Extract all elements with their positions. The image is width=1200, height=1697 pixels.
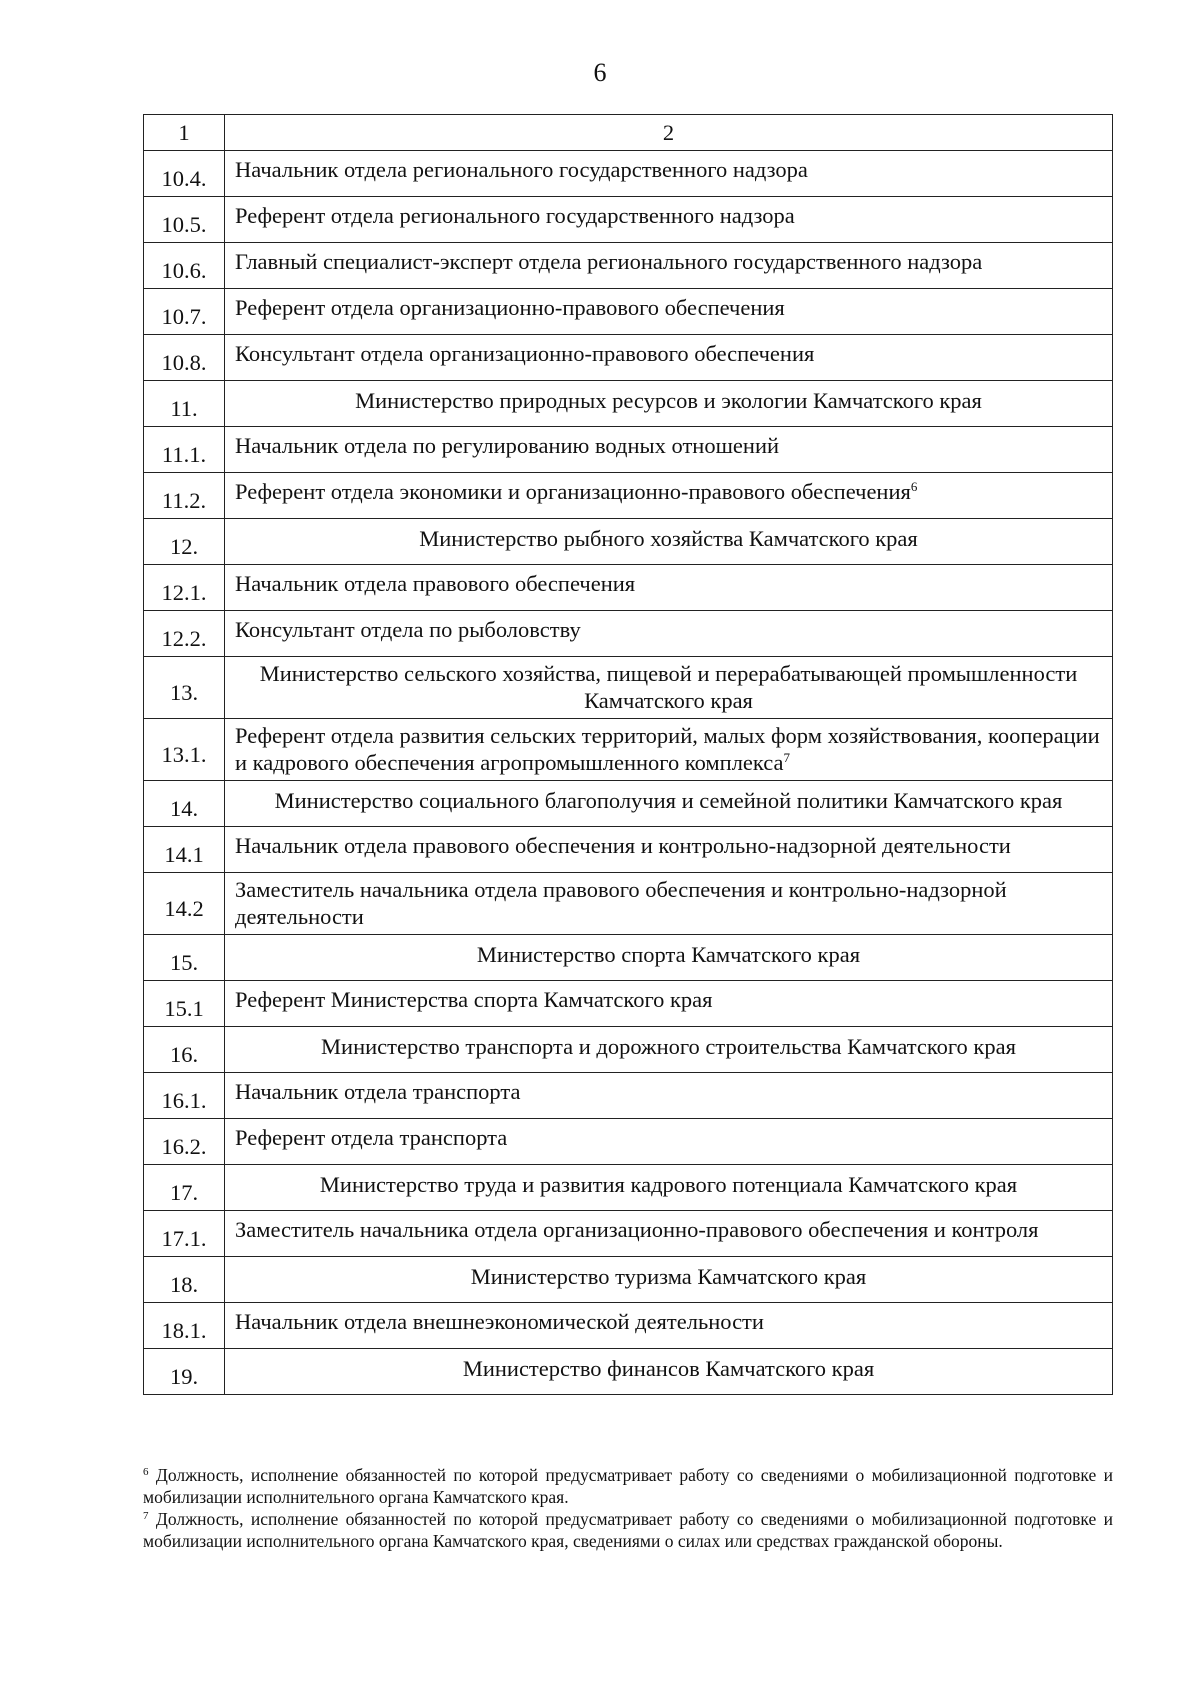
positions-table xyxy=(143,114,1113,1395)
row-number-cell xyxy=(144,427,225,473)
position-title xyxy=(235,571,635,596)
row-number: 11.1. xyxy=(161,442,207,467)
cell-text: Главный специалист-эксперт отдела регионального государственного надзора xyxy=(235,249,983,274)
header-col-number: 1 xyxy=(144,115,225,151)
cell-text: Министерство социального благополучия и семейной политики Камчатского края xyxy=(274,788,1063,813)
row-number-cell xyxy=(144,565,225,611)
table-row xyxy=(144,1303,1113,1349)
table-row xyxy=(144,473,1113,519)
ministry-name-cell xyxy=(225,1257,1113,1303)
cell-text: Министерство туризма Камчатского края xyxy=(470,1264,867,1289)
position-cell xyxy=(225,243,1113,289)
ministry-name-cell xyxy=(225,519,1113,565)
ministry-name-cell xyxy=(225,1165,1113,1211)
ministry-name-cell xyxy=(225,935,1113,981)
row-number: 12.1. xyxy=(161,580,207,605)
row-number: 17. xyxy=(169,1180,199,1205)
position-cell xyxy=(225,1211,1113,1257)
table-row xyxy=(144,289,1113,335)
table-row xyxy=(144,335,1113,381)
row-number-cell xyxy=(144,1349,225,1395)
header-col-position: 2 xyxy=(225,115,1113,151)
cell-text: Министерство рыбного хозяйства Камчатского края xyxy=(419,526,918,551)
cell-text: Референт отдела развития сельских территорий, малых форм хозяйствования, кооперации и кадрового обеспечения агропромышленного комплекса xyxy=(235,722,1100,775)
position-cell xyxy=(225,289,1113,335)
row-number: 16.2. xyxy=(161,1134,207,1159)
table-row xyxy=(144,151,1113,197)
table-row xyxy=(144,197,1113,243)
ministry-name xyxy=(477,942,860,967)
footnote-text: Должность, исполнение обязанностей по которой предусматривает работу со сведениями о мобилизационной подготовке и мобилизации исполнительного органа Камчатского края, сведениями о силах или средствах гражданской обороны. xyxy=(143,1509,1113,1551)
footnotes xyxy=(143,1464,1113,1552)
position-cell xyxy=(225,335,1113,381)
ministry-row xyxy=(144,1027,1113,1073)
cell-text: Референт Министерства спорта Камчатского края xyxy=(235,987,713,1012)
row-number-cell xyxy=(144,611,225,657)
row-number-cell xyxy=(144,335,225,381)
cell-text: Референт отдела транспорта xyxy=(235,1125,508,1150)
table-row xyxy=(144,827,1113,873)
row-number-cell xyxy=(144,1165,225,1211)
row-number: 12. xyxy=(169,534,199,559)
table-row xyxy=(144,1073,1113,1119)
cell-text: Референт отдела регионального государственного надзора xyxy=(235,203,795,228)
ministry-name xyxy=(321,1034,1016,1059)
ministry-row xyxy=(144,781,1113,827)
row-number-cell xyxy=(144,1211,225,1257)
ministry-name-cell xyxy=(225,781,1113,827)
row-number-cell xyxy=(144,873,225,935)
ministry-name xyxy=(471,1264,867,1289)
position-cell xyxy=(225,151,1113,197)
ministry-name xyxy=(260,661,1078,713)
cell-text: Министерство финансов Камчатского края xyxy=(462,1356,875,1381)
ministry-name xyxy=(463,1356,874,1381)
position-title xyxy=(235,203,795,228)
cell-text: Референт отдела организационно-правового обеспечения xyxy=(235,295,785,320)
table-row xyxy=(144,565,1113,611)
cell-text: Министерство транспорта и дорожного строительства Камчатского края xyxy=(321,1034,1016,1059)
table-row xyxy=(144,611,1113,657)
cell-text: Министерство сельского хозяйства, пищевой и перерабатывающей промышленности Камчатского края xyxy=(259,660,1078,713)
row-number: 16.1. xyxy=(161,1088,207,1113)
table-row xyxy=(144,1211,1113,1257)
row-number: 10.4. xyxy=(161,166,207,191)
row-number-cell xyxy=(144,519,225,565)
row-number-cell xyxy=(144,719,225,781)
ministry-row xyxy=(144,1165,1113,1211)
position-title xyxy=(235,157,808,182)
ministry-name-cell xyxy=(225,657,1113,719)
row-number-cell xyxy=(144,381,225,427)
cell-text: Министерство природных ресурсов и экологии Камчатского края xyxy=(355,388,982,413)
row-number: 15.1 xyxy=(164,996,204,1021)
table-row xyxy=(144,873,1113,935)
cell-text: Консультант отдела по рыболовству xyxy=(235,617,581,642)
cell-text: Начальник отдела транспорта xyxy=(235,1079,521,1104)
position-title xyxy=(235,1079,520,1104)
cell-text: Министерство спорта Камчатского края xyxy=(476,942,861,967)
footnote-reference: 6 xyxy=(910,479,918,494)
position-title xyxy=(235,1309,764,1334)
row-number: 16. xyxy=(169,1042,199,1067)
row-number: 17.1. xyxy=(161,1226,207,1251)
row-number: 13.1. xyxy=(161,742,207,767)
table-row xyxy=(144,427,1113,473)
row-number-cell xyxy=(144,981,225,1027)
position-title xyxy=(235,249,982,274)
position-cell xyxy=(225,827,1113,873)
row-number: 11.2. xyxy=(161,488,207,513)
ministry-name xyxy=(275,788,1063,813)
table-header-row xyxy=(144,115,1113,151)
cell-text: Консультант отдела организационно-правового обеспечения xyxy=(235,341,815,366)
position-title xyxy=(235,833,1011,858)
cell-text: Заместитель начальника отдела правового обеспечения и контрольно-надзорной деятельности xyxy=(235,876,1007,929)
row-number: 18.1. xyxy=(161,1318,207,1343)
row-number-cell xyxy=(144,473,225,519)
row-number: 10.7. xyxy=(161,304,207,329)
position-title xyxy=(235,617,581,642)
row-number: 14.2 xyxy=(164,896,204,921)
position-title xyxy=(235,295,785,320)
ministry-name xyxy=(355,388,982,413)
ministry-row xyxy=(144,935,1113,981)
row-number: 13. xyxy=(169,680,199,705)
row-number-cell xyxy=(144,935,225,981)
cell-text: Начальник отдела внешнеэкономической деятельности xyxy=(235,1309,764,1334)
position-cell xyxy=(225,427,1113,473)
position-cell xyxy=(225,1303,1113,1349)
position-cell xyxy=(225,565,1113,611)
cell-text: Референт отдела экономики и организационно-правового обеспечения xyxy=(235,479,911,504)
row-number-cell xyxy=(144,151,225,197)
position-title xyxy=(235,987,713,1012)
cell-text: Начальник отдела регионального государственного надзора xyxy=(235,157,808,182)
position-cell xyxy=(225,197,1113,243)
ministry-name-cell xyxy=(225,1027,1113,1073)
cell-text: Министерство труда и развития кадрового потенциала Камчатского края xyxy=(319,1172,1018,1197)
ministry-name xyxy=(320,1172,1017,1197)
row-number-cell xyxy=(144,243,225,289)
position-title xyxy=(235,723,1100,775)
footnote-mark: 6 xyxy=(143,1466,149,1478)
footnote-mark: 7 xyxy=(143,1510,149,1522)
row-number-cell xyxy=(144,1119,225,1165)
position-title xyxy=(235,877,1007,929)
ministry-row xyxy=(144,519,1113,565)
position-cell xyxy=(225,873,1113,935)
position-cell xyxy=(225,1119,1113,1165)
position-cell xyxy=(225,473,1113,519)
row-number: 15. xyxy=(169,950,199,975)
position-title xyxy=(235,433,779,458)
ministry-row xyxy=(144,1349,1113,1395)
row-number-cell xyxy=(144,197,225,243)
row-number: 18. xyxy=(169,1272,199,1297)
row-number: 10.5. xyxy=(161,212,207,237)
ministry-row xyxy=(144,1257,1113,1303)
position-title xyxy=(235,1125,507,1150)
table-row xyxy=(144,243,1113,289)
row-number-cell xyxy=(144,1303,225,1349)
row-number: 12.2. xyxy=(161,626,207,651)
row-number: 14.1 xyxy=(164,842,204,867)
ministry-name xyxy=(419,526,918,551)
row-number-cell xyxy=(144,1027,225,1073)
ministry-name-cell xyxy=(225,381,1113,427)
table-row xyxy=(144,981,1113,1027)
row-number: 10.8. xyxy=(161,350,207,375)
row-number-cell xyxy=(144,827,225,873)
position-cell xyxy=(225,611,1113,657)
table-row xyxy=(144,1119,1113,1165)
footnote-text: Должность, исполнение обязанностей по которой предусматривает работу со сведениями о мобилизационной подготовке и мобилизации исполнительного органа Камчатского края. xyxy=(143,1465,1113,1507)
row-number-cell xyxy=(144,657,225,719)
row-number-cell xyxy=(144,1257,225,1303)
footnote xyxy=(143,1508,1113,1552)
position-title xyxy=(235,1217,1039,1242)
position-cell xyxy=(225,981,1113,1027)
cell-text: Начальник отдела правового обеспечения и контрольно-надзорной деятельности xyxy=(235,833,1011,858)
position-title xyxy=(235,479,917,504)
cell-text: Начальник отдела правового обеспечения xyxy=(235,571,636,596)
ministry-row xyxy=(144,657,1113,719)
position-cell xyxy=(225,1073,1113,1119)
position-cell xyxy=(225,719,1113,781)
page-number: 6 xyxy=(593,58,607,87)
row-number: 11. xyxy=(170,396,198,421)
footnote xyxy=(143,1464,1113,1508)
ministry-name-cell xyxy=(225,1349,1113,1395)
row-number: 14. xyxy=(169,796,199,821)
ministry-row xyxy=(144,381,1113,427)
cell-text: Начальник отдела по регулированию водных отношений xyxy=(235,433,780,458)
footnote-reference: 7 xyxy=(783,749,791,765)
row-number-cell xyxy=(144,289,225,335)
row-number-cell xyxy=(144,1073,225,1119)
table-row xyxy=(144,719,1113,781)
cell-text: Заместитель начальника отдела организационно-правового обеспечения и контроля xyxy=(235,1217,1039,1242)
row-number-cell xyxy=(144,781,225,827)
row-number: 10.6. xyxy=(161,258,207,283)
position-title xyxy=(235,341,814,366)
row-number: 19. xyxy=(169,1364,199,1389)
